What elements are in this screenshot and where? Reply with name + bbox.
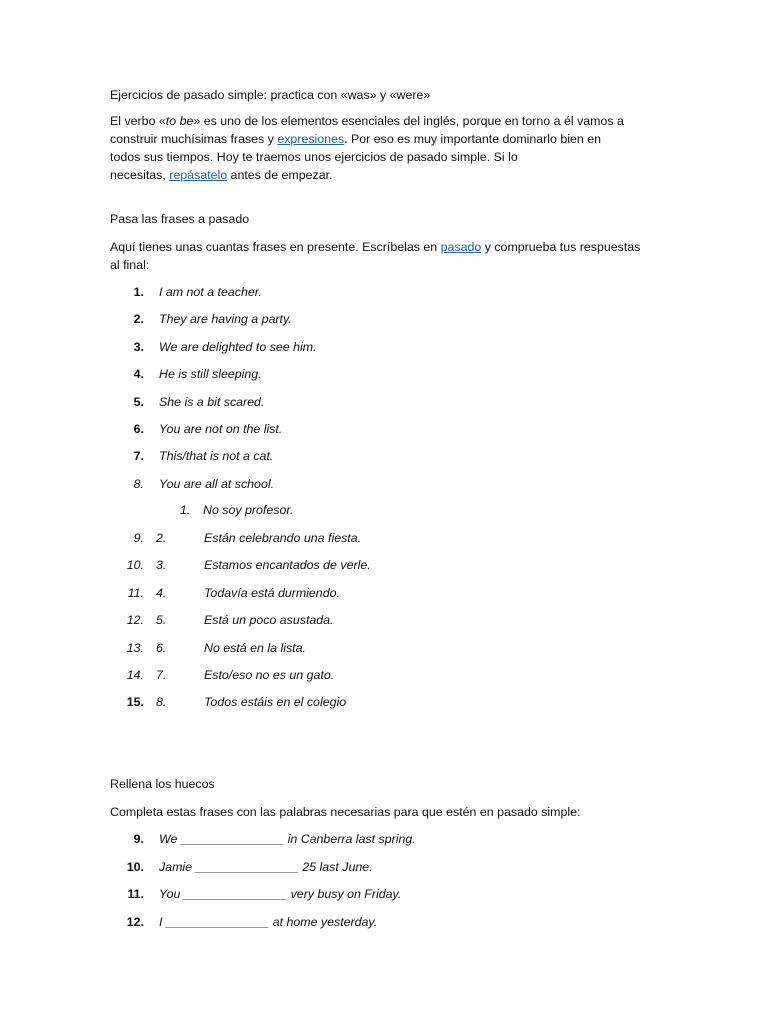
section1-instruction bbox=[110, 238, 640, 256]
list-text: No soy profesor. bbox=[203, 503, 294, 517]
list-number: 10. bbox=[126, 558, 144, 573]
intro-text: El verbo « bbox=[110, 114, 166, 128]
list-text: We _______________ in Canberra last spring. bbox=[159, 832, 416, 846]
list-number: 3. bbox=[133, 339, 144, 354]
list-item bbox=[0, 885, 768, 903]
intro-text: construir muchísimas frases y bbox=[110, 132, 278, 146]
list-item bbox=[0, 501, 768, 519]
list-number: 12. bbox=[126, 613, 144, 628]
list-text: You are all at school. bbox=[159, 476, 275, 491]
list-text: They are having a party. bbox=[159, 312, 292, 327]
list-text: Todos estáis en el colegio bbox=[204, 695, 347, 710]
intro-line-3: todos sus tiempos. Hoy te traemos unos ejercicios de pasado simple. Si lo bbox=[110, 150, 518, 164]
list-number: 1. bbox=[180, 503, 191, 517]
list-number: 7. bbox=[133, 449, 144, 464]
list-text: I _______________ at home yesterday. bbox=[159, 914, 378, 929]
list-number: 8. bbox=[133, 476, 144, 491]
list-item bbox=[0, 447, 768, 465]
list-text: He is still sleeping. bbox=[159, 367, 262, 382]
section2-heading: Rellena los huecos bbox=[110, 777, 215, 791]
list-item bbox=[0, 858, 768, 876]
list-item bbox=[0, 420, 768, 438]
list-number: 10. bbox=[126, 859, 144, 874]
list-item bbox=[0, 913, 768, 931]
list-item bbox=[0, 310, 768, 328]
pasado-link[interactable]: pasado bbox=[440, 240, 482, 254]
sub-number: 5. bbox=[156, 613, 167, 628]
sub-number: 7. bbox=[156, 668, 167, 682]
intro-line-4 bbox=[110, 166, 333, 184]
list-item bbox=[0, 584, 768, 602]
intro-line-1 bbox=[110, 112, 624, 130]
list-text: We are delighted to see him. bbox=[159, 339, 317, 354]
list-text: Estamos encantados de verle. bbox=[204, 558, 371, 573]
instruction-text: y comprueba tus respuestas bbox=[481, 240, 641, 254]
list-text: You _______________ very busy on Friday. bbox=[159, 887, 402, 902]
intro-line-2 bbox=[110, 130, 601, 148]
list-item bbox=[0, 529, 768, 547]
list-item bbox=[0, 693, 768, 711]
list-item bbox=[0, 393, 768, 411]
list-text: Todavía está durmiendo. bbox=[204, 585, 340, 600]
list-number: 15. bbox=[126, 695, 144, 710]
intro-italic-term: to be bbox=[165, 114, 194, 128]
intro-text: . Por eso es muy importante dominarlo bien en bbox=[344, 132, 602, 146]
section2-instruction: Completa estas frases con las palabras necesarias para que estén en pasado simple: bbox=[110, 805, 581, 819]
list-text: You are not on the list. bbox=[159, 422, 283, 436]
instruction-text: Aquí tienes unas cuantas frases en presente. Escríbelas en bbox=[110, 240, 441, 254]
list-item bbox=[0, 830, 768, 848]
list-item bbox=[0, 475, 768, 493]
list-text: Jamie _______________ 25 last June. bbox=[159, 859, 373, 874]
list-text: She is a bit scared. bbox=[159, 394, 265, 409]
sub-number: 8. bbox=[156, 695, 167, 710]
document-title: Ejercicios de pasado simple: practica con «was» y «were» bbox=[110, 88, 431, 102]
list-text: I am not a teacher. bbox=[159, 285, 262, 299]
list-number: 9. bbox=[133, 832, 144, 846]
sub-number: 4. bbox=[156, 585, 167, 600]
list-number: 2. bbox=[133, 312, 144, 327]
sub-number: 2. bbox=[156, 531, 167, 545]
list-item bbox=[0, 556, 768, 574]
intro-text: necesitas, bbox=[110, 168, 170, 182]
list-number: 6. bbox=[133, 422, 144, 436]
sub-number: 6. bbox=[156, 640, 167, 655]
expresiones-link[interactable]: expresiones bbox=[277, 132, 345, 146]
list-text: Están celebrando una fiesta. bbox=[204, 531, 362, 545]
list-item bbox=[0, 365, 768, 383]
list-item bbox=[0, 666, 768, 684]
intro-text: » es uno de los elementos esenciales del inglés, porque en torno a él vamos a bbox=[193, 114, 624, 128]
sub-number: 3. bbox=[156, 558, 167, 573]
list-number: 5. bbox=[133, 394, 144, 409]
repasatelo-link[interactable]: repásatelo bbox=[169, 168, 228, 182]
section1-instruction-cont: al final: bbox=[110, 258, 150, 272]
list-text: Esto/eso no es un gato. bbox=[204, 668, 335, 682]
list-number: 4. bbox=[133, 367, 144, 382]
list-item bbox=[0, 639, 768, 657]
list-number: 1. bbox=[133, 285, 144, 299]
list-number: 9. bbox=[133, 531, 144, 545]
list-item bbox=[0, 338, 768, 356]
list-number: 11. bbox=[127, 887, 144, 902]
section1-heading: Pasa las frases a pasado bbox=[110, 212, 250, 226]
list-number: 12. bbox=[126, 914, 144, 929]
list-text: No está en la lista. bbox=[204, 640, 306, 655]
list-text: This/that is not a cat. bbox=[159, 449, 274, 464]
list-number: 14. bbox=[126, 668, 144, 682]
list-item bbox=[0, 283, 768, 301]
list-text: Está un poco asustada. bbox=[204, 613, 334, 628]
intro-text: antes de empezar. bbox=[227, 168, 333, 182]
list-item bbox=[0, 611, 768, 629]
list-number: 13. bbox=[126, 640, 144, 655]
list-number: 11. bbox=[127, 585, 144, 600]
